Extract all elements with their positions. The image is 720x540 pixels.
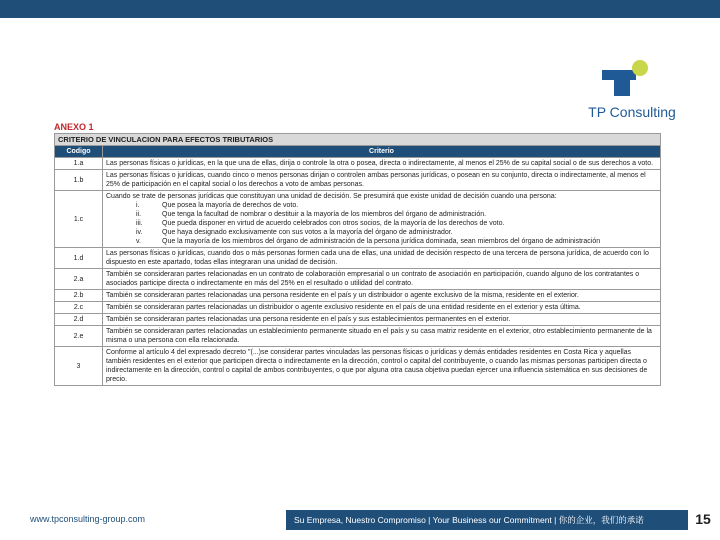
criteria-text: También se consideraran partes relacionadas un establecimiento permanente situado en el país y su casa matriz residente en el exterior, otro establecimiento permanente de la misma o una persona con ella relacionada. [106,328,652,344]
criteria-text: Cuando se trate de personas jurídicas que constituyan una unidad de decisión. Se presumirá que existe unidad de decisión cuando una persona: [106,193,557,200]
column-header-code: Codigo [55,146,103,158]
criteria-text: Las personas físicas o jurídicas, en la que una de ellas, dirija o controle la otra o posea, directa o indirectamente, al menos el 25% de su capital social o de sus derechos a voto. [106,160,654,167]
table-title-row [55,134,661,146]
subitem-text: Que tenga la facultad de nombrar o destituir a la mayoría de los miembros del órgano de administración. [162,211,487,218]
table-row [55,326,661,347]
criteria-text: Las personas físicas o jurídicas, cuando cinco o menos personas dirijan o controlen ambas personas jurídicas, o posean en su conjunto, directa o indirectamente, al menos el 25% de participación en el capital social o los derechos a voto de ambas personas. [106,172,646,188]
row-code: 2.a [55,269,103,290]
criteria-text: También se consideraran partes relacionadas un distribuidor o agente exclusivo residente en el país de una entidad residente en el exterior y esta última. [106,304,581,311]
table-row [55,302,661,314]
row-code: 2.c [55,302,103,314]
criteria-subitem [106,219,657,228]
column-header-criteria: Criterio [103,146,661,158]
logo-text: TP Consulting [588,104,676,120]
criteria-subitem [106,201,657,210]
criteria-subitem [106,210,657,219]
criteria-text: Conforme al artículo 4 del expresado decreto "(...)se considerar partes vinculadas las personas físicas o jurídicas y demás entidades residentes en Costa Rica y aquellas también residentes en el exterior que participen directa o indirectamente en la dirección, control o capital del contribuyente, o cuando las mismas personas participen directa o indirectamente en la dirección, control o capital de ambos contribuyentes, o que por alguna otra causa objetiva puedan ejercer una influencia sistemática en sus decisiones de precio. [106,349,648,383]
tp-consulting-logo [562,60,702,130]
row-code: 1.a [55,158,103,170]
footer-slogan: Su Empresa, Nuestro Compromiso | Your Business our Commitment | 你的企业，我们的承诺 [286,510,688,530]
row-code: 1.d [55,248,103,269]
table-row [55,191,661,248]
row-code: 3 [55,347,103,386]
table-row [55,269,661,290]
subitem-text: Que pueda disponer en virtud de acuerdo celebrados con otros socios, de la mayoría de los derechos de voto. [162,220,505,227]
row-criteria [103,170,661,191]
table-row [55,248,661,269]
table-row [55,158,661,170]
annex-label: ANEXO 1 [54,122,94,132]
row-criteria [103,326,661,347]
criteria-subitem [106,228,657,237]
table-title: CRITERIO DE VINCULACION PARA EFECTOS TRIBUTARIOS [55,134,661,146]
criteria-text: También se consideraran partes relacionadas una persona residente en el país y un distribuidor o agente exclusivo de la misma, residente en el exterior. [106,292,579,299]
table-row [55,170,661,191]
slide-header [0,0,720,120]
row-code: 2.e [55,326,103,347]
subitem-number: iii. [136,220,143,227]
criteria-subitem [106,237,657,246]
subitem-text: Que haya designado exclusivamente con sus votos a la mayoría del órgano de administrador. [162,229,453,236]
criteria-table [54,133,661,386]
criteria-text: También se consideraran partes relacionadas una persona residente en el país y sus establecimientos permanentes en el exterior. [106,316,511,323]
table-row [55,290,661,302]
table-row [55,314,661,326]
subitem-text: Que posea la mayoría de derechos de voto. [162,202,299,209]
criteria-text: También se consideraran partes relacionadas en un contrato de colaboración empresarial o un contrato de asociación en participación, cuando alguno de los contratantes o asociados participe directa o indirectamente en más del 25% en el resultado o utilidad del contrato. [106,271,640,287]
row-code: 1.b [55,170,103,191]
row-code: 1.c [55,191,103,248]
footer-url: www.tpconsulting-group.com [30,514,146,524]
row-criteria [103,269,661,290]
row-code: 2.d [55,314,103,326]
subitem-text: Que la mayoría de los miembros del órgano de administración de la persona jurídica dominada, sean miembros del órgano de administración [162,238,601,245]
table-row [55,347,661,386]
subitem-number: ii. [136,211,142,218]
logo-mark-icon [602,60,648,100]
row-criteria [103,290,661,302]
row-criteria [103,314,661,326]
row-criteria [103,191,661,248]
criteria-text: Las personas físicas o jurídicas, cuando dos o más personas formen cada una de ellas, una unidad de decisión respecto de una tercera de persona jurídica, de acuerdo con lo dispuesto en este apartado, todas ellas integraran una unidad de decisión. [106,250,649,266]
row-criteria [103,158,661,170]
row-code: 2.b [55,290,103,302]
subitem-number: i. [136,202,140,209]
table-body [55,158,661,386]
row-criteria [103,248,661,269]
subitem-number: iv. [136,229,143,236]
row-criteria [103,347,661,386]
table-header-row [55,146,661,158]
page-number: 15 [695,511,711,527]
row-criteria [103,302,661,314]
subitem-number: v. [136,238,141,245]
